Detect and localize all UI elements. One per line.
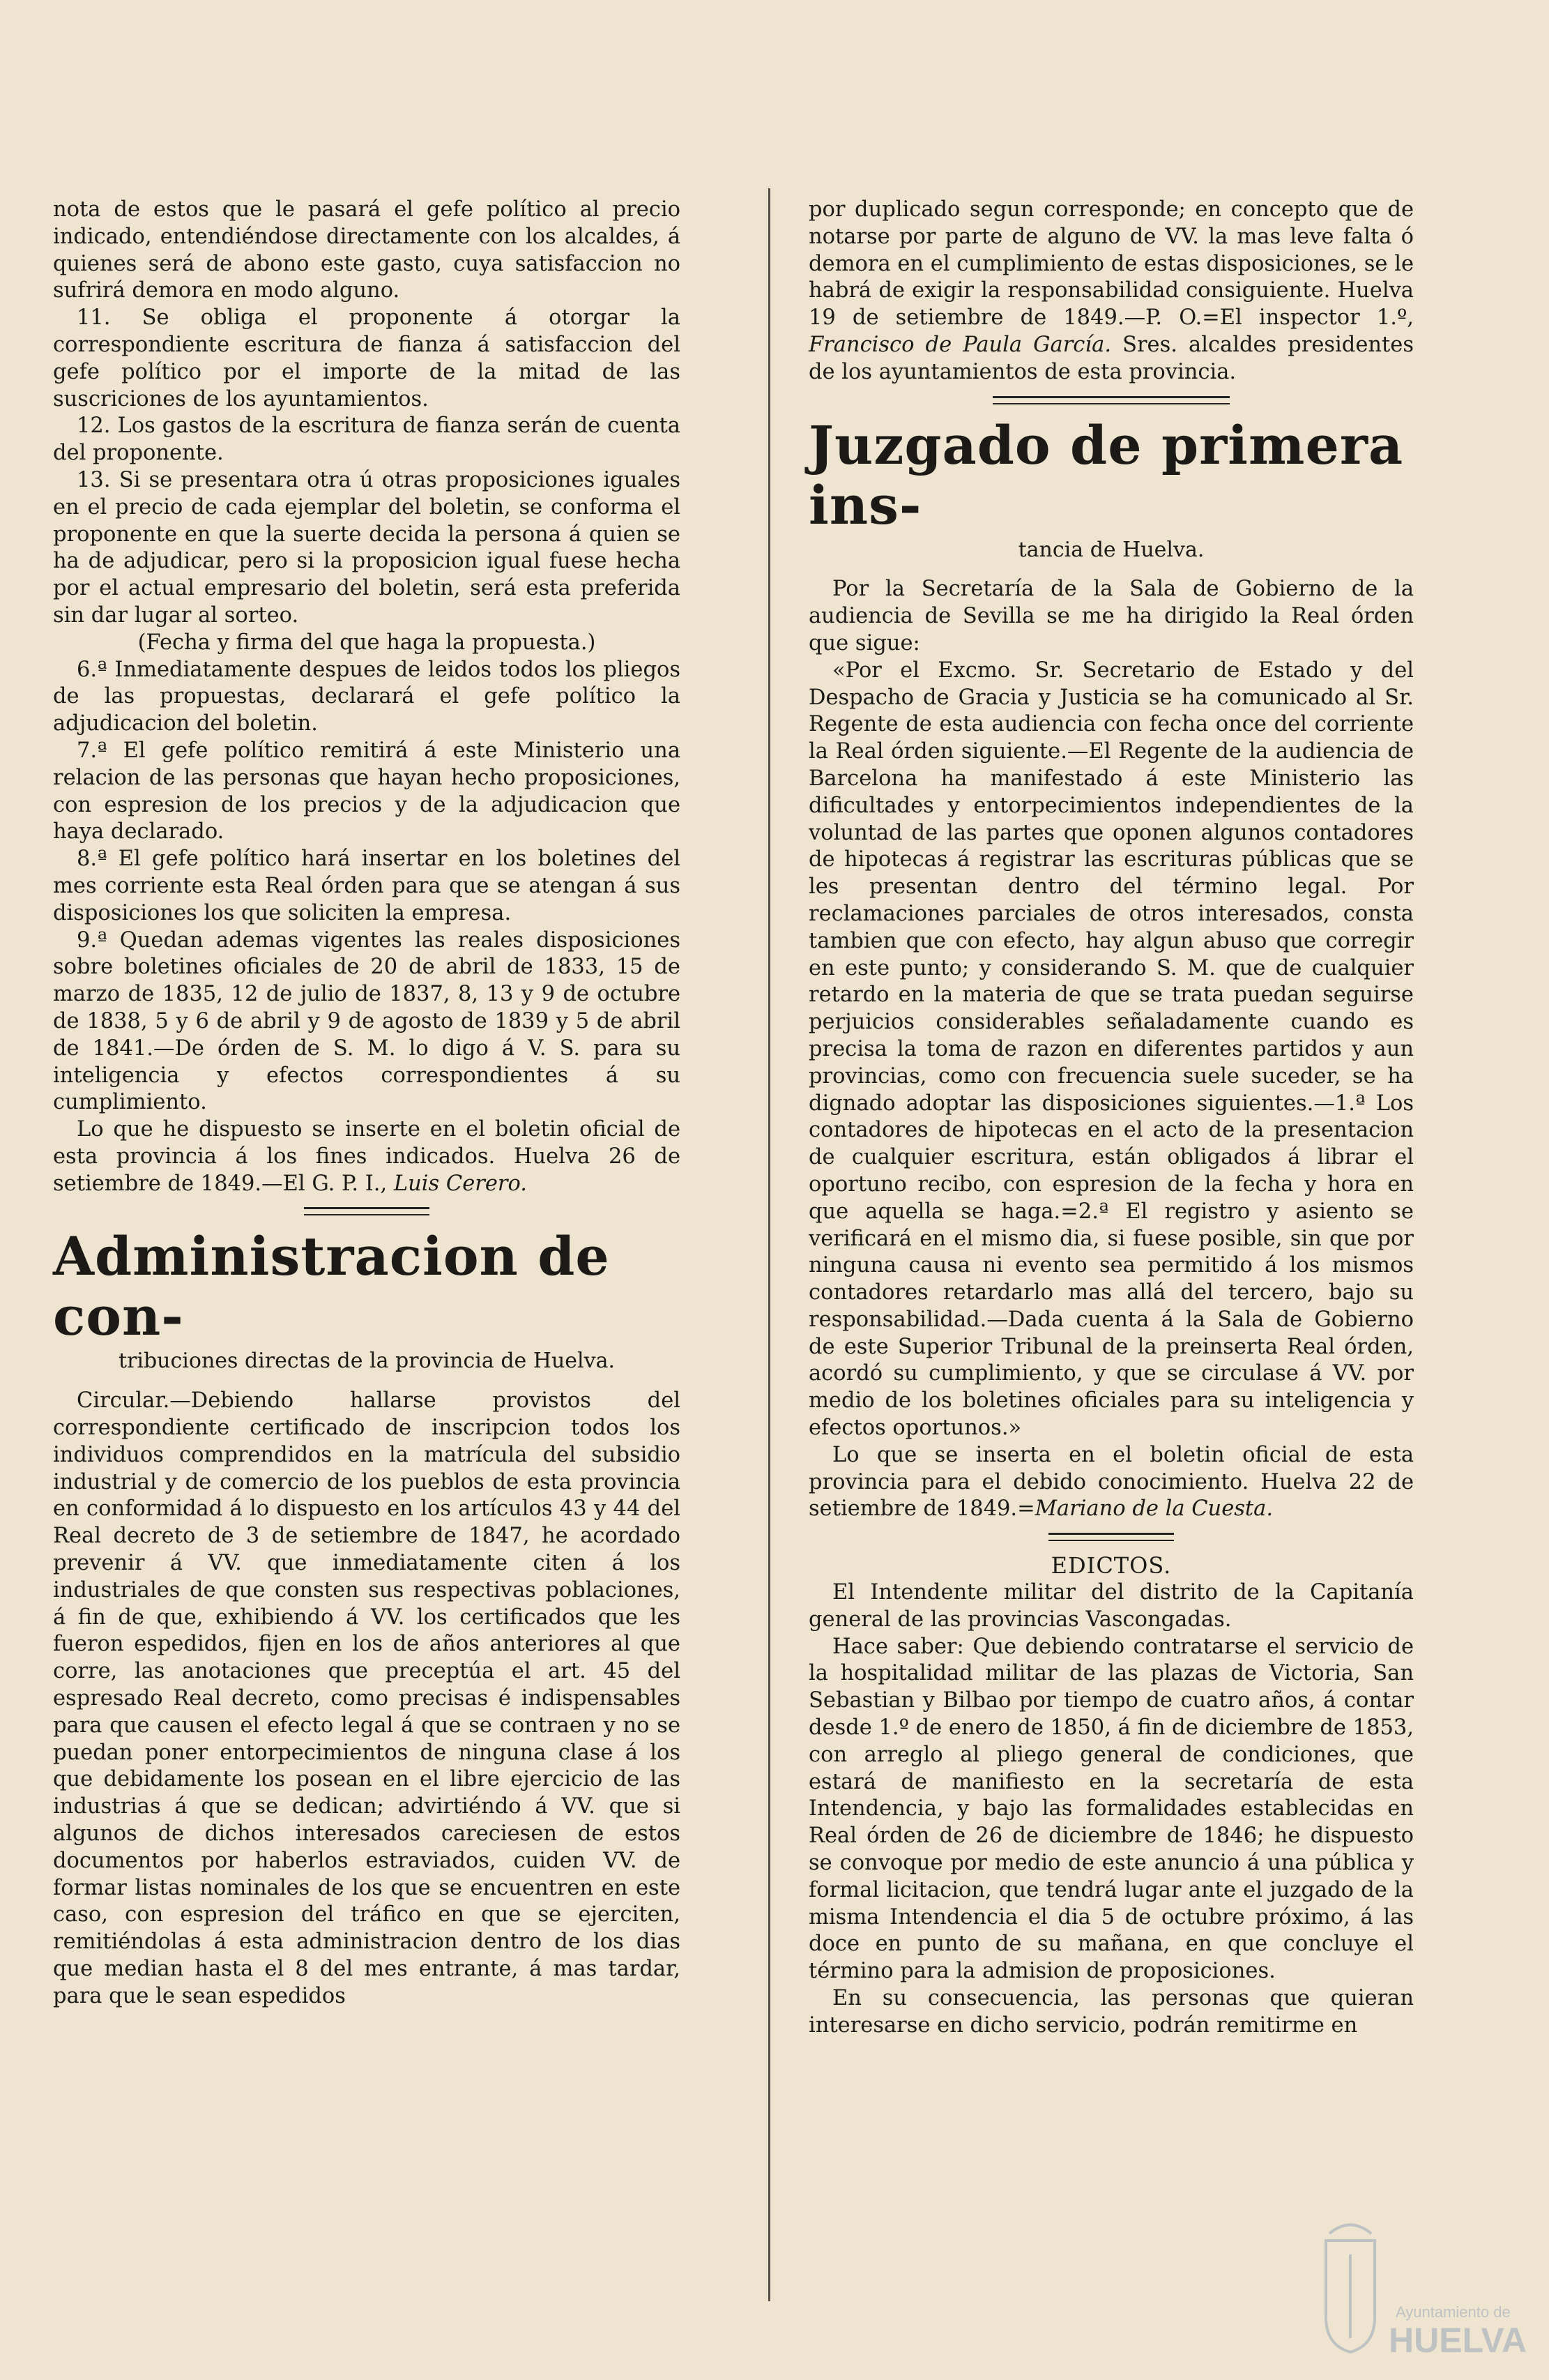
section-subtitle: tribuciones directas de la provincia de Huelva. xyxy=(118,1349,616,1374)
paragraph: 7.ª El gefe político remitirá á este Ministerio una relacion de las personas que hayan hecho proposiciones, con espresion de los precios y de la adjudicacion que haya declarado. xyxy=(53,738,680,844)
paragraph xyxy=(809,197,1414,386)
signature: Francisco de Paula García. xyxy=(809,332,1112,357)
paragraph: 6.ª Inmediatamente despues de leidos todos los pliegos de las propuestas, declarará el gefe político la adjudicacion del boletin. xyxy=(53,657,680,736)
signature: Mariano de la Cuesta. xyxy=(1035,1496,1274,1522)
paragraph: nota de estos que le pasará el gefe político al precio indicado, entendiéndose directamente con los alcaldes, á quienes será de abono este gasto, cuya satisfaccion no sufrirá demora en modo alguno. xyxy=(53,197,680,303)
signature: Luis Cerero. xyxy=(393,1171,527,1196)
left-column xyxy=(53,197,680,2010)
paragraph: 8.ª El gefe político hará insertar en los boletines del mes corriente esta Real órden para que se atengan á sus disposiciones los que soliciten la empresa. xyxy=(53,847,680,925)
column-divider xyxy=(768,188,770,2301)
paragraph xyxy=(809,1442,1414,1523)
signature-note: (Fecha y firma del que haga la propuesta.) xyxy=(137,630,596,655)
paragraph xyxy=(53,1116,680,1197)
section-title: Juzgado de primera ins- xyxy=(809,414,1404,536)
huelva-watermark-logo xyxy=(1298,2213,1535,2373)
section-title: Administracion de con- xyxy=(53,1225,610,1348)
section-rule xyxy=(304,1207,429,1215)
closing-text: Lo que he dispuesto se inserte en el boletin oficial de esta provincia á los fines indicados. Huelva 26 de setiembre de 1849.—El G. P. I., xyxy=(53,1117,680,1196)
watermark-line2: HUELVA xyxy=(1389,2321,1527,2360)
section-subtitle: tancia de Huelva. xyxy=(1018,537,1205,562)
paragraph: El Intendente militar del distrito de la Capitanía general de las provincias Vascongadas. xyxy=(809,1580,1414,1632)
paragraph: Circular.—Debiendo hallarse provistos del correspondiente certificado de inscripcion todos los individuos comprendidos en la matrícula del subsidio industrial y de comercio de los pueblos de esta provincia en conformidad á lo dispuesto en los artículos 43 y 44 del Real decreto de 3 de setiembre de 1847, he acordado prevenir á VV. que inmediatamente citen á los industriales de que consten sus respectivas poblaciones, á fin de que, exhibiendo á VV. los certificados que les fueron espedidos, fijen en los de años anteriores al que corre, las anotaciones que preceptúa el art. 45 del espresado Real decreto, como precisas é indispensables para que causen el efecto legal á que se contraen y no se puedan poner entorpecimientos de ninguna clase á los que debidamente los posean en el libre ejercicio de las industrias á que se dedican; advirtiéndo á VV. que si algunos de dichos interesados careciesen de estos documentos por haberlos estraviados, cuiden VV. de formar listas nominales de los que se encuentren en este caso, con espresion del tráfico en que se ejerciten, remitiéndolas á esta administracion dentro de los dias que median hasta el 8 del mes entrante, á mas tardar, para que le sean espedidos xyxy=(53,1388,680,2008)
paragraph: 13. Si se presentara otra ú otras proposiciones iguales en el precio de cada ejemplar del boletin, se conforma el proponente en que la suerte decida la persona á quien se ha de adjudicar, pero si la proposicion igual fuese hecha por el actual empresario del boletin, será esta preferida sin dar lugar al sorteo. xyxy=(53,467,680,628)
paragraph: Por la Secretaría de la Sala de Gobierno de la audiencia de Sevilla se me ha dirigido la Real órden que sigue: xyxy=(809,577,1414,655)
addressee: Sres. alcaldes presidentes de los ayuntamientos de esta provincia. xyxy=(809,332,1414,384)
paragraph: 11. Se obliga el proponente á otorgar la correspondiente escritura de fianza á satisfaccion del gefe político por el importe de la mitad de las suscriciones de los ayuntamientos. xyxy=(53,305,680,411)
paragraph: En su consecuencia, las personas que quieran interesarse en dicho servicio, podrán remitirme en xyxy=(809,1986,1414,2038)
paragraph: «Por el Excmo. Sr. Secretario de Estado y del Despacho de Gracia y Justicia se ha comunicado al Sr. Regente de esta audiencia con fecha once del corriente la Real órden siguiente.—El Regente de la audiencia de Barcelona ha manifestado á este Ministerio las dificultades y entorpecimientos independientes de la voluntad de las partes que oponen algunos contadores de hipotecas á registrar las escrituras públicas que se les presentan dentro del término legal. Por reclamaciones parciales de otros interesados, consta tambien que con efecto, hay algun abuso que corregir en este punto; y considerando S. M. que de cualquier retardo en la materia de que se trata puedan seguirse perjuicios considerables señaladamente cuando es precisa la toma de razon en diferentes partidos y aun provincias, como con frecuencia suele suceder, se ha dignado adoptar las disposiciones siguientes.—1.ª Los contadores de hipotecas en el acto de la presentacion de cualquier escritura, están obligados á librar el oportuno recibo, con espresion de la fecha y hora en que aquella se haga.=2.ª El registro y asiento se verificará en el mismo dia, si fuese posible, sin que por ninguna causa ni evento sea permitido á los mismos contadores retardarlo mas allá del tercero, bajo su responsabilidad.—Dada cuenta á la Sala de Gobierno de este Superior Tribunal de la preinserta Real órden, acordó su cumplimiento, y que se circulase á VV. por medio de los boletines oficiales para su inteligencia y efectos oportunos.» xyxy=(809,658,1414,1441)
edictos-heading: EDICTOS. xyxy=(1051,1552,1172,1579)
right-column xyxy=(809,197,1414,2040)
paragraph-text: por duplicado segun corresponde; en concepto que de notarse por parte de alguno de VV. la mas leve falta ó demora en el cumplimiento de estas disposiciones, se le habrá de exigir la responsabilidad consiguiente. Huelva 19 de setiembre de 1849.—P. O.=El inspector 1.º, xyxy=(809,197,1414,331)
paragraph: 9.ª Quedan ademas vigentes las reales disposiciones sobre boletines oficiales de 20 de abril de 1833, 15 de marzo de 1835, 12 de julio de 1837, 8, 13 y 9 de octubre de 1838, 5 y 6 de abril y 9 de agosto de 1839 y 5 de abril de 1841.—De órden de S. M. lo digo á V. S. para su inteligencia y efectos correspondientes á su cumplimiento. xyxy=(53,927,680,1115)
watermark-line1: Ayuntamiento de xyxy=(1396,2303,1511,2321)
paragraph-text: Lo que se inserta en el boletin oficial de esta provincia para el debido conocimiento. Huelva 22 de setiembre de 1849.= xyxy=(809,1442,1414,1522)
paragraph: Hace saber: Que debiendo contratarse el servicio de la hospitalidad militar de las plazas de Victoria, San Sebastian y Bilbao por tiempo de cuatro años, á contar desde 1.º de enero de 1850, á fin de diciembre de 1853, con arreglo al pliego general de condiciones, que estará de manifiesto en la secretaría de esta Intendencia, y bajo las formalidades establecidas en Real órden de 26 de diciembre de 1846; he dispuesto se convoque por medio de este anuncio á una pública y formal licitacion, que tendrá lugar ante el juzgado de la misma Intendencia el dia 5 de octubre próximo, á las doce en punto de su mañana, en que concluye el término para la admision de proposiciones. xyxy=(809,1634,1414,1984)
section-rule xyxy=(993,396,1230,404)
paragraph: 12. Los gastos de la escritura de fianza serán de cuenta del proponente. xyxy=(53,414,680,466)
section-rule xyxy=(1048,1533,1174,1541)
